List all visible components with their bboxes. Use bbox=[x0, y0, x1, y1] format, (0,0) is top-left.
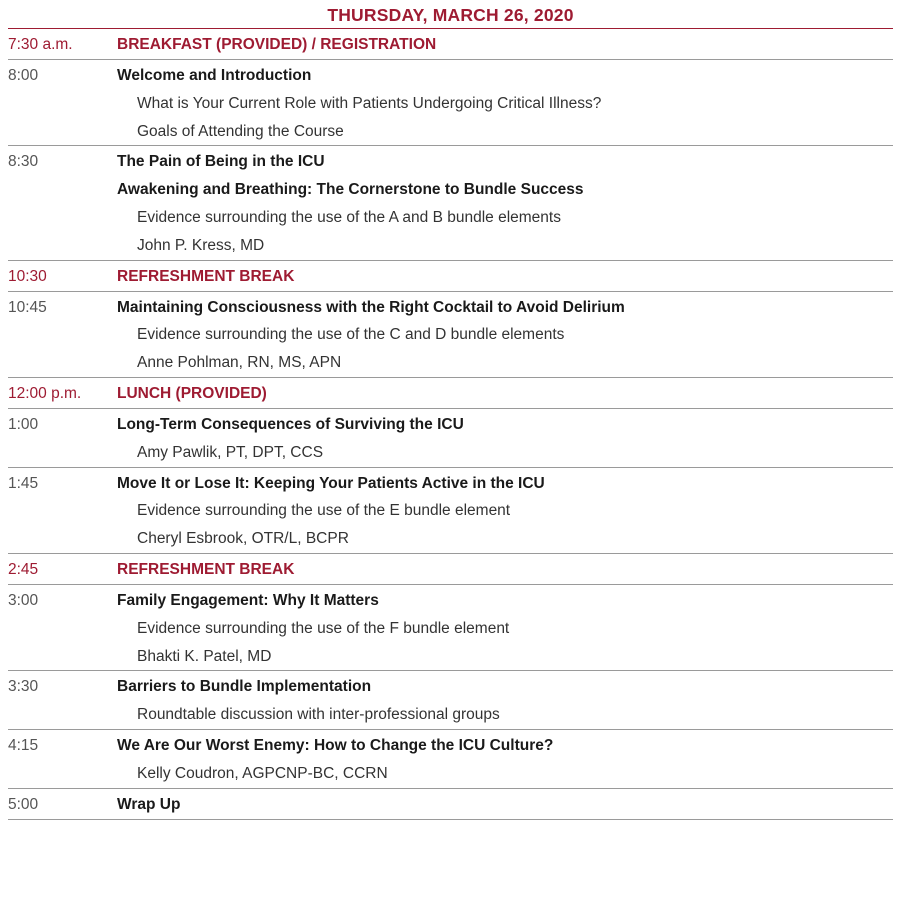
session-content bbox=[117, 673, 893, 729]
session-row bbox=[8, 146, 893, 260]
session-detail: Bhakti K. Patel, MD bbox=[137, 647, 272, 665]
break-row bbox=[8, 29, 893, 60]
session-detail: Evidence surrounding the use of the F bundle element bbox=[137, 619, 510, 637]
session-content bbox=[117, 263, 893, 291]
session-content bbox=[117, 62, 893, 145]
session-detail: John P. Kress, MD bbox=[137, 236, 265, 254]
session-row bbox=[8, 789, 893, 820]
session-detail: Cheryl Esbrook, OTR/L, BCPR bbox=[137, 530, 349, 548]
break-row bbox=[8, 378, 893, 409]
session-time: 3:00 bbox=[8, 591, 39, 609]
session-row bbox=[8, 468, 893, 554]
session-time: 1:00 bbox=[8, 415, 39, 433]
session-content bbox=[117, 411, 893, 467]
session-title: Maintaining Consciousness with the Right Cocktail to Avoid Delirium bbox=[117, 298, 625, 316]
session-content bbox=[117, 587, 893, 670]
session-detail: Anne Pohlman, RN, MS, APN bbox=[137, 354, 342, 372]
session-title: BREAKFAST (PROVIDED) / REGISTRATION bbox=[117, 36, 437, 53]
session-time: 5:00 bbox=[8, 795, 39, 813]
session-detail: Evidence surrounding the use of the C and D bundle elements bbox=[137, 326, 565, 344]
session-content bbox=[117, 791, 893, 819]
session-time: 10:30 bbox=[8, 267, 47, 285]
session-detail: Roundtable discussion with inter-professional groups bbox=[137, 706, 500, 724]
session-time: 8:30 bbox=[8, 153, 39, 171]
session-detail: Kelly Coudron, AGPCNP-BC, CCRN bbox=[137, 764, 388, 782]
session-title: Family Engagement: Why It Matters bbox=[117, 591, 379, 609]
session-row bbox=[8, 585, 893, 671]
session-content bbox=[117, 148, 893, 259]
session-title: Long-Term Consequences of Surviving the ICU bbox=[117, 415, 464, 433]
session-title: Wrap Up bbox=[117, 795, 181, 813]
break-row bbox=[8, 554, 893, 585]
session-time: 7:30 a.m. bbox=[8, 36, 73, 53]
session-title: The Pain of Being in the ICU bbox=[117, 153, 325, 171]
session-content bbox=[117, 31, 893, 59]
session-time: 10:45 bbox=[8, 298, 47, 316]
session-content bbox=[117, 380, 893, 408]
session-row bbox=[8, 60, 893, 146]
session-time: 8:00 bbox=[8, 67, 39, 84]
session-title: Welcome and Introduction bbox=[117, 67, 312, 84]
session-row bbox=[8, 730, 893, 789]
session-detail: Goals of Attending the Course bbox=[137, 122, 344, 140]
break-row bbox=[8, 261, 893, 292]
session-title: We Are Our Worst Enemy: How to Change the ICU Culture? bbox=[117, 736, 554, 754]
session-time: 2:45 bbox=[8, 560, 39, 578]
session-detail: Amy Pawlik, PT, DPT, CCS bbox=[137, 443, 324, 461]
session-detail: Evidence surrounding the use of the A and B bundle elements bbox=[137, 208, 561, 226]
session-time: 1:45 bbox=[8, 474, 39, 492]
session-time: 4:15 bbox=[8, 736, 39, 754]
session-title: REFRESHMENT BREAK bbox=[117, 267, 295, 285]
session-title: REFRESHMENT BREAK bbox=[117, 560, 295, 578]
session-time: 3:30 bbox=[8, 678, 39, 696]
session-title: Move It or Lose It: Keeping Your Patients Active in the ICU bbox=[117, 474, 545, 492]
session-row bbox=[8, 409, 893, 468]
session-title: Awakening and Breathing: The Cornerstone to Bundle Success bbox=[117, 181, 584, 199]
session-row bbox=[8, 292, 893, 378]
session-content bbox=[117, 556, 893, 584]
schedule-list bbox=[8, 29, 893, 820]
session-content bbox=[117, 294, 893, 377]
session-detail: Evidence surrounding the use of the E bundle element bbox=[137, 502, 511, 520]
session-row bbox=[8, 671, 893, 730]
session-title: Barriers to Bundle Implementation bbox=[117, 678, 372, 696]
session-title: LUNCH (PROVIDED) bbox=[117, 384, 267, 402]
session-detail: What is Your Current Role with Patients Undergoing Critical Illness? bbox=[137, 94, 602, 112]
day-title: THURSDAY, MARCH 26, 2020 bbox=[8, 0, 893, 29]
session-time: 12:00 p.m. bbox=[8, 384, 82, 402]
session-content bbox=[117, 470, 893, 553]
session-content bbox=[117, 732, 893, 788]
